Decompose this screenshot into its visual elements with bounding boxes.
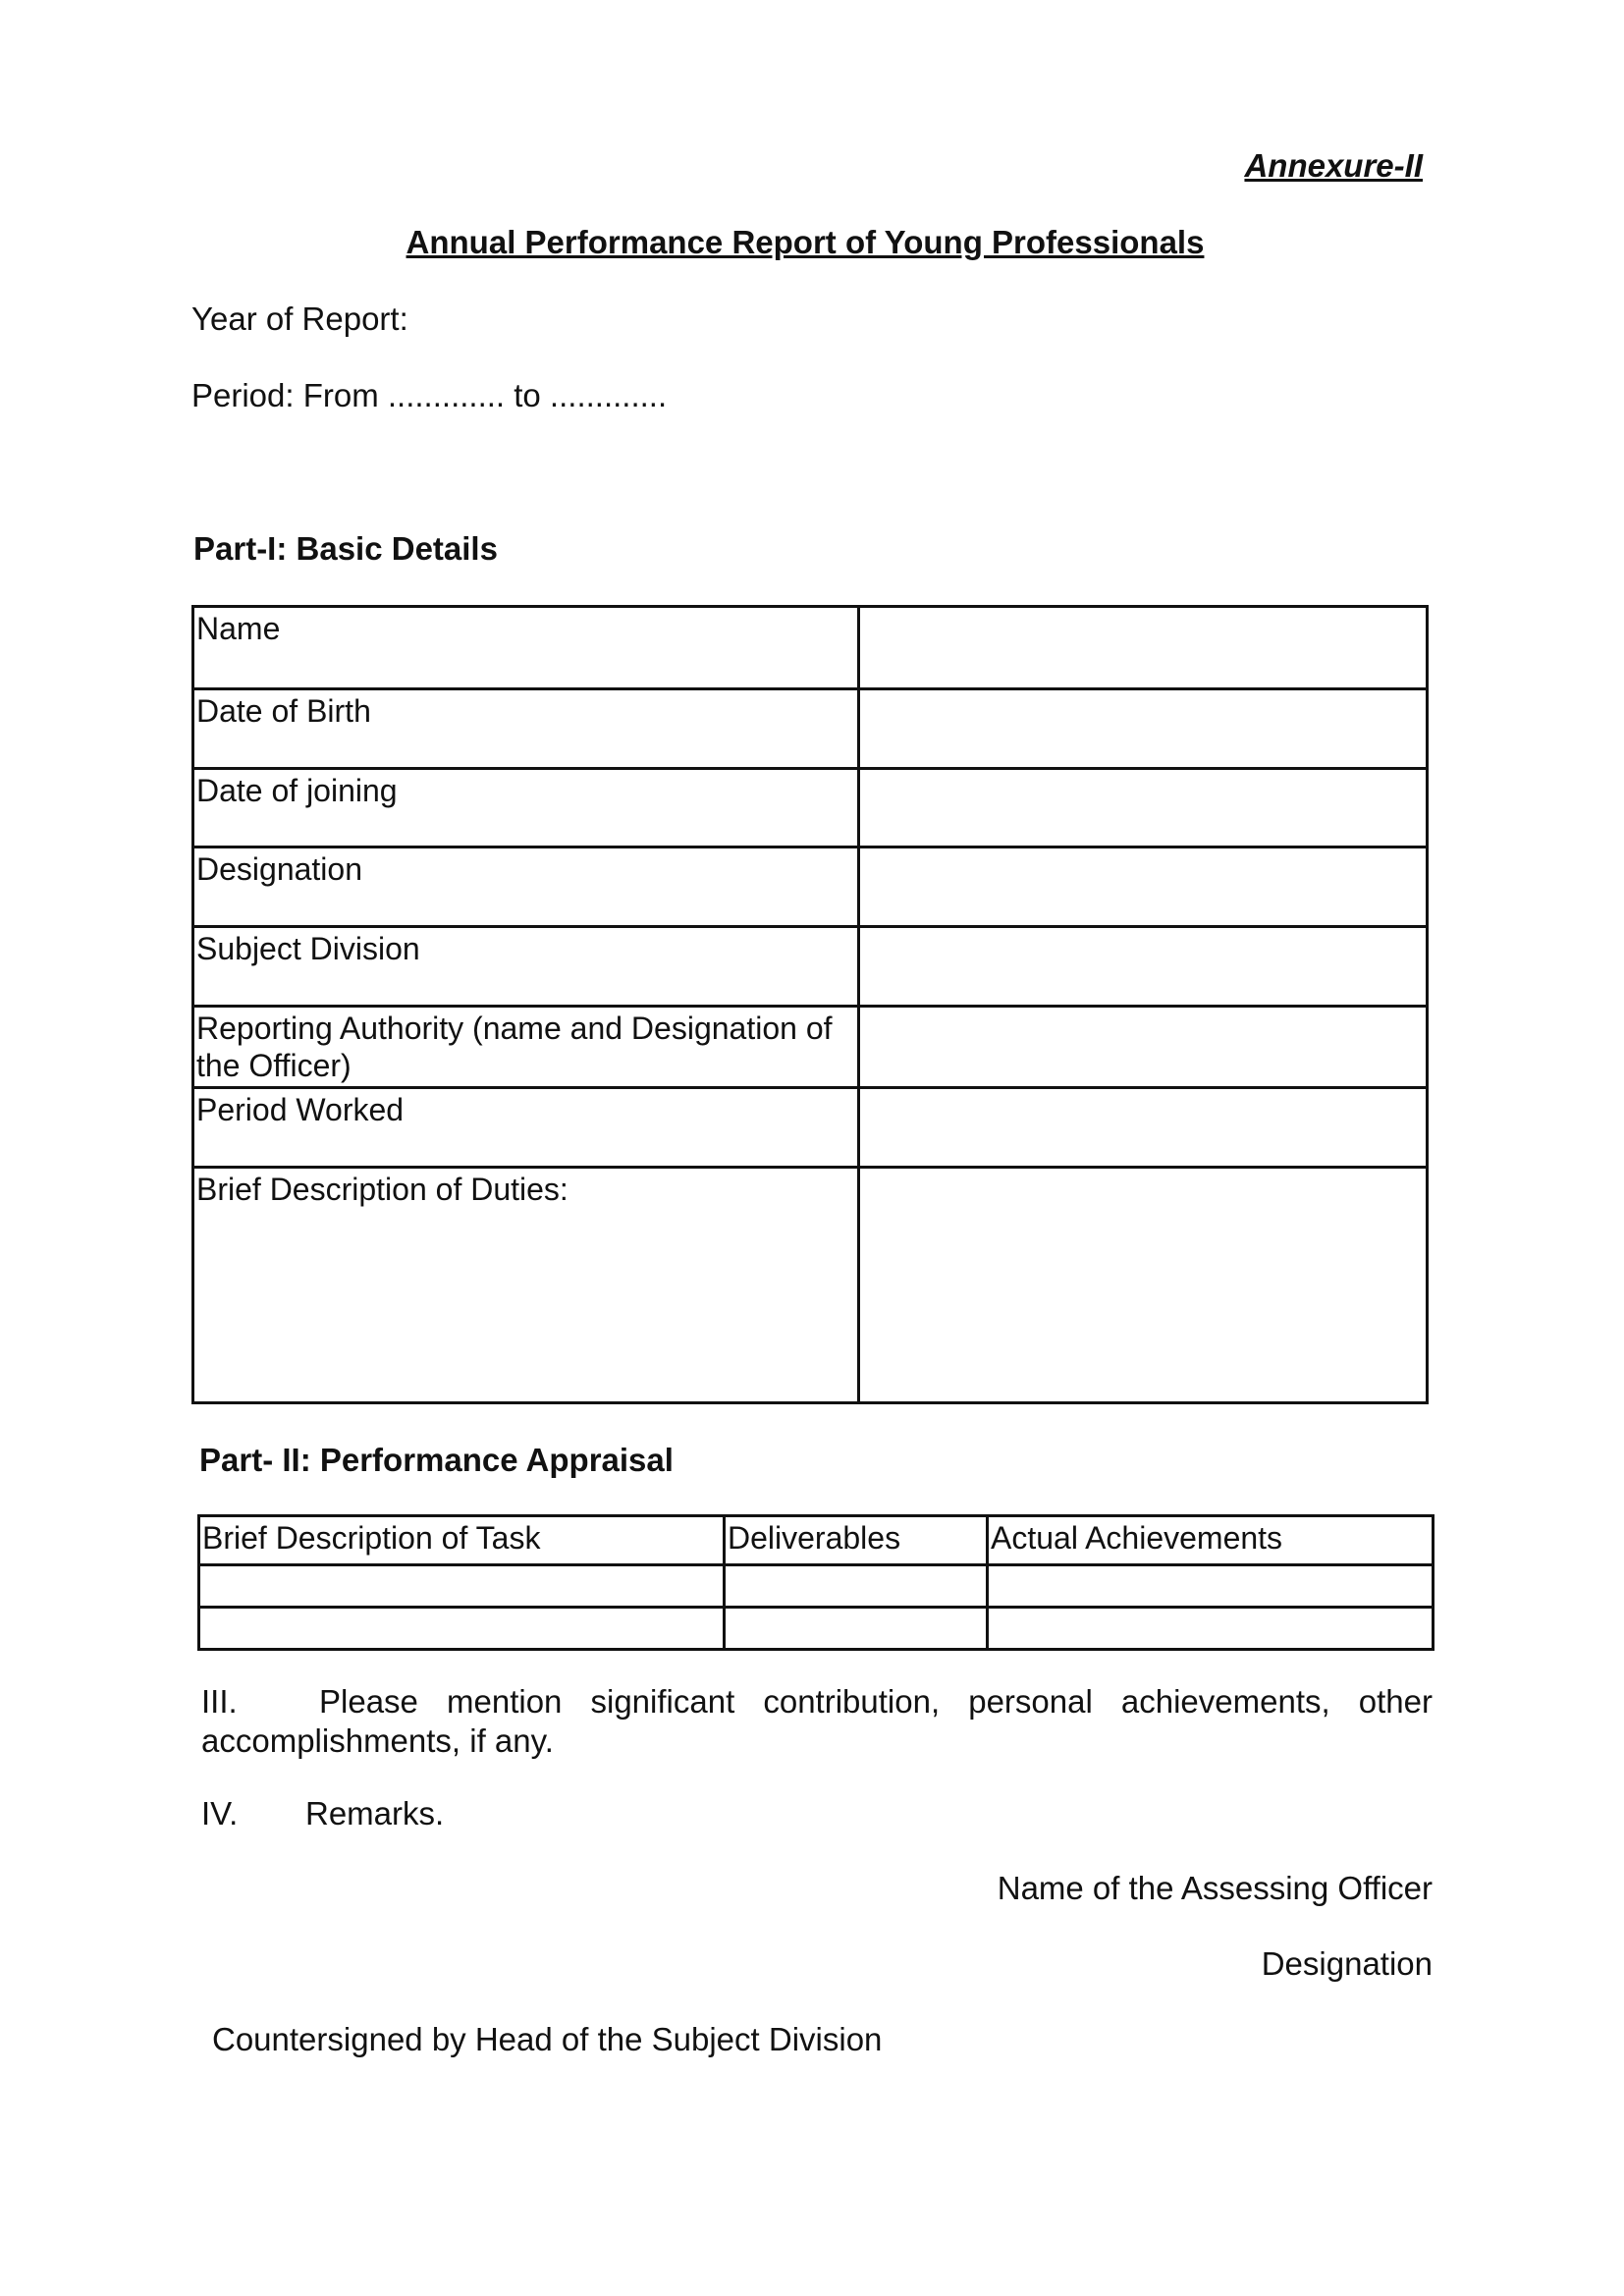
table-row [193, 1088, 1428, 1168]
row-value[interactable] [859, 769, 1428, 847]
row-value[interactable] [859, 927, 1428, 1007]
row-label: Name [193, 607, 859, 689]
table-row [193, 1168, 1428, 1403]
section-3 [201, 1682, 1433, 1761]
row-label: Reporting Authority (name and Designation of the Officer) [193, 1007, 859, 1088]
row-value[interactable] [859, 847, 1428, 927]
column-header-achievements: Actual Achievements [988, 1516, 1434, 1565]
table-row [193, 1007, 1428, 1088]
column-header-task: Brief Description of Task [199, 1516, 725, 1565]
period-line: Period: From ............. to ............. [191, 377, 668, 413]
section-4-number: IV. [201, 1795, 239, 1831]
designation-label: Designation [1261, 1945, 1433, 1982]
part2-heading: Part- II: Performance Appraisal [199, 1442, 674, 1478]
table-row [193, 607, 1428, 689]
deliverables-cell[interactable] [725, 1565, 988, 1608]
table-row [199, 1608, 1434, 1650]
page-title: Annual Performance Report of Young Professionals [406, 224, 1205, 260]
task-cell[interactable] [199, 1608, 725, 1650]
basic-details-table [191, 605, 1429, 1404]
countersigned-label: Countersigned by Head of the Subject Division [212, 2021, 883, 2057]
table-header-row [199, 1516, 1434, 1565]
row-label: Designation [193, 847, 859, 927]
table-row [193, 769, 1428, 847]
task-cell[interactable] [199, 1565, 725, 1608]
achievements-cell[interactable] [988, 1565, 1434, 1608]
row-value[interactable] [859, 689, 1428, 769]
year-of-report: Year of Report: [191, 301, 408, 337]
row-label: Date of Birth [193, 689, 859, 769]
section-4-text: Remarks. [305, 1795, 445, 1831]
row-value[interactable] [859, 1088, 1428, 1168]
column-header-deliverables: Deliverables [725, 1516, 988, 1565]
row-label: Subject Division [193, 927, 859, 1007]
performance-appraisal-table [197, 1514, 1435, 1651]
row-label: Brief Description of Duties: [193, 1168, 859, 1403]
assessing-officer-label: Name of the Assessing Officer [997, 1870, 1433, 1906]
row-label: Date of joining [193, 769, 859, 847]
deliverables-cell[interactable] [725, 1608, 988, 1650]
part1-heading: Part-I: Basic Details [193, 530, 498, 567]
table-row [193, 689, 1428, 769]
table-row [193, 847, 1428, 927]
achievements-cell[interactable] [988, 1608, 1434, 1650]
table-row [193, 927, 1428, 1007]
row-value[interactable] [859, 607, 1428, 689]
row-value[interactable] [859, 1168, 1428, 1403]
section-3-number: III. [201, 1683, 238, 1720]
section-4 [201, 1795, 444, 1832]
annexure-label: Annexure-II [1244, 147, 1423, 184]
row-value[interactable] [859, 1007, 1428, 1088]
table-row [199, 1565, 1434, 1608]
section-3-text: Please mention significant contribution, personal achievements, other accomplishments, if any. [201, 1683, 1433, 1759]
row-label: Period Worked [193, 1088, 859, 1168]
